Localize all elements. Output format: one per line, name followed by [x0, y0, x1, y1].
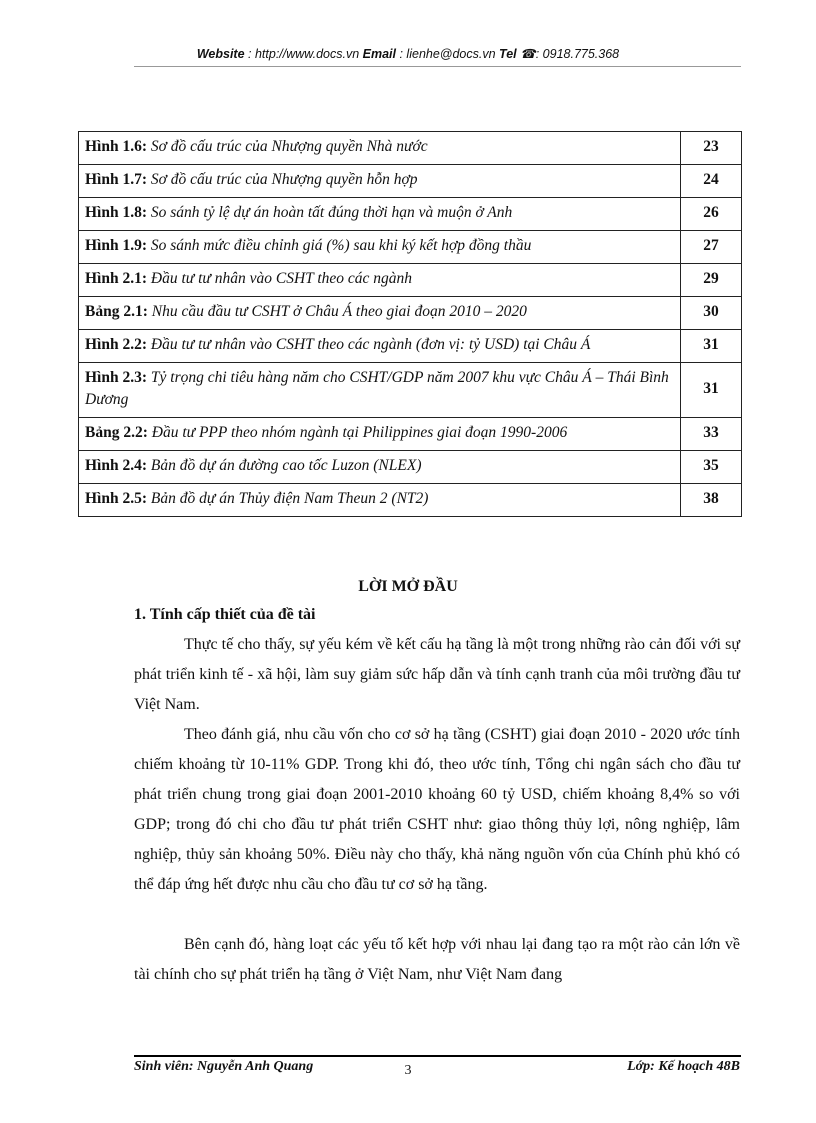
figure-label: Hình 2.4:	[85, 457, 148, 474]
email-address[interactable]: : lienhe@docs.vn	[396, 47, 500, 61]
page-header	[0, 46, 816, 61]
table-row	[79, 297, 742, 330]
footer-student: Sinh viên: Nguyễn Anh Quang	[134, 1059, 314, 1074]
paragraph-2: Theo đánh giá, nhu cầu vốn cho cơ sở hạ tầng (CSHT) giai đoạn 2010 - 2020 ước tính chiếm khoảng từ 10-11% GDP. Trong khi đó, theo ước tính, Tổng chi ngân sách cho đầu tư phát triển chung trong giai đoạn 2001-2010 khoảng 60 tỷ USD, chiếm khoảng 8,4% so với GDP; trong đó chi cho đầu tư phát triển CSHT như: giao thông thủy lợi, nông nghiệp, lâm nghiệp, thủy sản khoảng 50%. Điều này cho thấy, khả năng nguồn vốn của Chính phủ khó có thể đáp ứng hết được nhu cầu cho đầu tư cơ sở hạ tầng.	[134, 726, 740, 893]
figure-entry	[79, 451, 681, 484]
table-row	[79, 132, 742, 165]
table-row	[79, 418, 742, 451]
page-ref: 24	[681, 165, 742, 198]
table-row	[79, 231, 742, 264]
figure-caption: Đầu tư PPP theo nhóm ngành tại Philippines giai đoạn 1990-2006	[147, 424, 568, 441]
figure-label: Hình 1.9:	[85, 237, 148, 254]
tel-label: Tel	[499, 47, 517, 61]
figure-label: Hình 1.6:	[85, 138, 148, 155]
website-url[interactable]: : http://www.docs.vn	[244, 47, 363, 61]
figure-entry	[79, 330, 681, 363]
figure-label: Bảng 2.1:	[85, 303, 148, 320]
figure-caption: So sánh tỷ lệ dự án hoàn tất đúng thời hạn và muộn ở Anh	[147, 204, 513, 221]
figure-entry	[79, 198, 681, 231]
page-title: LỜI MỞ ĐẦU	[358, 578, 458, 595]
page-ref: 29	[681, 264, 742, 297]
figure-caption: Sơ đồ cấu trúc của Nhượng quyền hỗn hợp	[147, 171, 418, 188]
page-ref: 35	[681, 451, 742, 484]
footer-class: Lớp: Kế hoạch 48B	[627, 1059, 740, 1074]
table-row	[79, 363, 742, 418]
figure-label: Hình 1.7:	[85, 171, 148, 188]
figure-label: Bảng 2.2:	[85, 424, 148, 441]
figure-entry	[79, 297, 681, 330]
table-row	[79, 484, 742, 517]
figure-label: Hình 2.3:	[85, 369, 148, 386]
header-divider	[134, 66, 741, 67]
figure-entry	[79, 264, 681, 297]
paragraph-1: Thực tế cho thấy, sự yếu kém về kết cấu hạ tầng là một trong những rào cản đối với sự phát triển kinh tế - xã hội, làm suy giảm sức hấp dẫn và tính cạnh tranh của môi trường đầu tư Việt Nam.	[134, 636, 740, 713]
table-row	[79, 330, 742, 363]
page-ref: 30	[681, 297, 742, 330]
page-ref: 31	[681, 330, 742, 363]
figure-label: Hình 2.5:	[85, 490, 148, 507]
figure-caption: Sơ đồ cấu trúc của Nhượng quyền Nhà nước	[147, 138, 428, 155]
figure-caption: Đầu tư tư nhân vào CSHT theo các ngành	[147, 270, 413, 287]
table-row	[79, 198, 742, 231]
figure-entry	[79, 484, 681, 517]
page-ref: 26	[681, 198, 742, 231]
table-row	[79, 264, 742, 297]
figure-entry	[79, 363, 681, 418]
email-label: Email	[362, 47, 397, 61]
figure-caption: Đầu tư tư nhân vào CSHT theo các ngành (đơn vị: tỷ USD) tại Châu Á	[147, 336, 591, 353]
paragraph-3: Bên cạnh đó, hàng loạt các yếu tố kết hợp với nhau lại đang tạo ra một rào cản lớn về tài chính cho sự phát triển hạ tầng ở Việt Nam, như Việt Nam đang	[134, 936, 740, 983]
page-ref: 31	[681, 363, 742, 418]
figure-entry	[79, 165, 681, 198]
figure-list-table	[78, 131, 742, 517]
tel-number: : 0918.775.368	[535, 47, 620, 61]
figure-label: Hình 2.2:	[85, 336, 148, 353]
figure-label: Hình 1.8:	[85, 204, 148, 221]
table-row	[79, 451, 742, 484]
page-ref: 33	[681, 418, 742, 451]
figure-entry	[79, 132, 681, 165]
website-label: Website	[196, 47, 245, 61]
page-ref: 27	[681, 231, 742, 264]
section-heading: 1. Tính cấp thiết của đề tài	[134, 606, 316, 623]
page-ref: 38	[681, 484, 742, 517]
phone-icon: ☎	[520, 47, 536, 61]
figure-entry	[79, 231, 681, 264]
figure-label: Hình 2.1:	[85, 270, 148, 287]
figure-caption: Bản đồ dự án đường cao tốc Luzon (NLEX)	[147, 457, 422, 474]
page-number: 3	[404, 1063, 412, 1078]
figure-caption: So sánh mức điều chỉnh giá (%) sau khi ký kết hợp đồng thầu	[147, 237, 532, 254]
figure-caption: Nhu cầu đầu tư CSHT ở Châu Á theo giai đoạn 2010 – 2020	[147, 303, 527, 320]
page-ref: 23	[681, 132, 742, 165]
figure-caption: Tỷ trọng chi tiêu hàng năm cho CSHT/GDP năm 2007 khu vực Châu Á – Thái Bình Dương	[85, 369, 669, 408]
figure-entry	[79, 418, 681, 451]
table-row	[79, 165, 742, 198]
figure-caption: Bản đồ dự án Thủy điện Nam Theun 2 (NT2)	[147, 490, 429, 507]
footer-divider	[134, 1055, 741, 1057]
